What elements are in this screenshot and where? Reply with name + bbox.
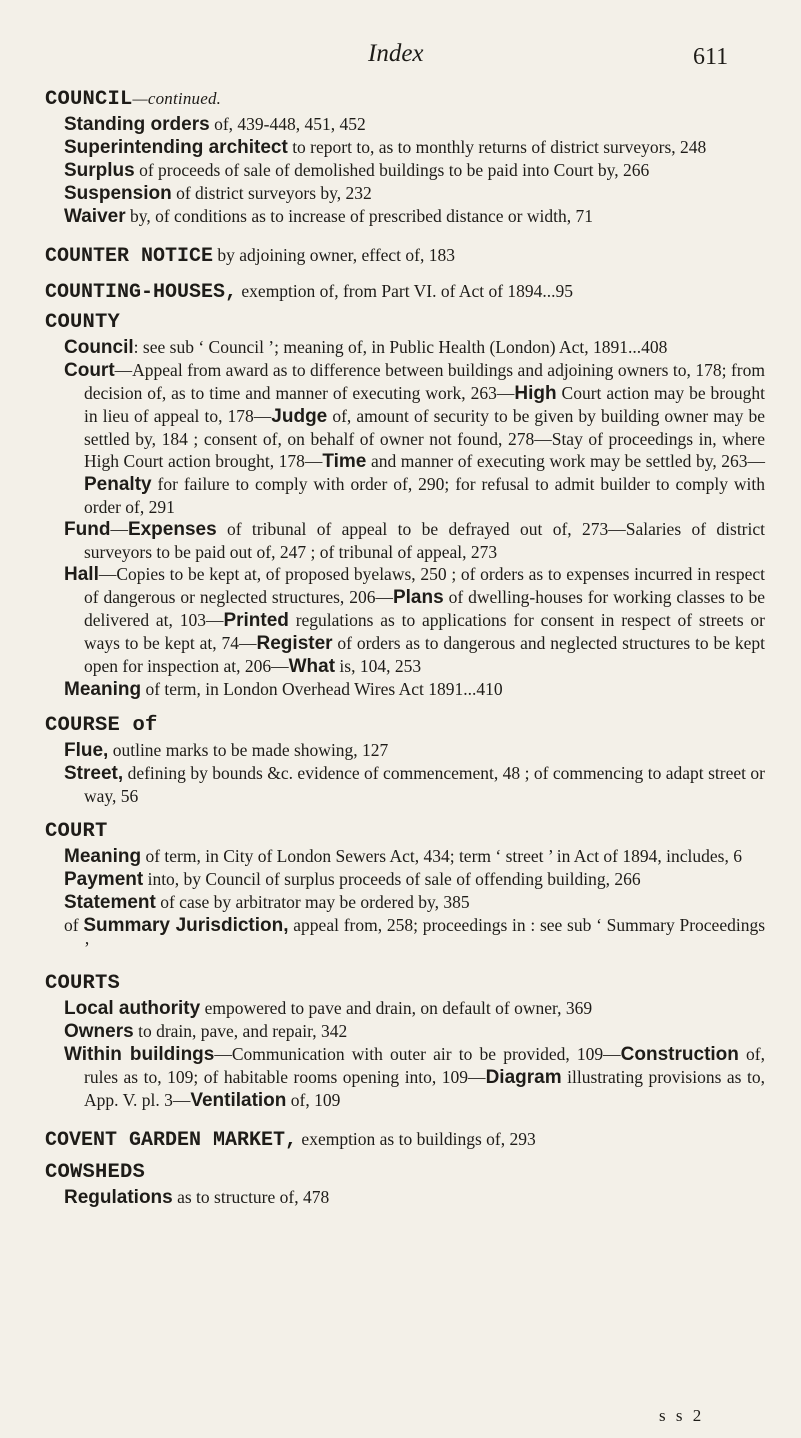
entry-county xyxy=(45,310,765,701)
subentry-text: for failure to comply with order of, 290; for refusal to admit builder to comply with order of, 291 xyxy=(84,474,765,517)
subentry-hall xyxy=(64,563,765,678)
subentry-keyword: Suspension xyxy=(64,183,172,204)
subentry-text: empowered to pave and drain, on default of owner, 369 xyxy=(200,998,593,1018)
subentry-keyword: Statement xyxy=(64,892,156,913)
heading-text: COUNTER NOTICE xyxy=(45,245,214,268)
subentry-text: of case by arbitrator may be ordered by, 385 xyxy=(155,892,470,912)
heading-text: COUNCIL xyxy=(45,88,133,111)
subentry-within-buildings xyxy=(64,1043,765,1112)
subentry-text: outline marks to be made showing, 127 xyxy=(108,740,389,760)
heading-course-of: COURSE of xyxy=(45,714,158,737)
subentry-fund xyxy=(64,518,765,563)
subentry-court xyxy=(64,359,765,518)
subentry-meaning xyxy=(64,678,765,701)
subentry-keyword: Court xyxy=(64,360,115,381)
subentry xyxy=(64,113,765,136)
subentry-text: of, rules as to, 109; of habitable rooms opening into, 109— xyxy=(84,1044,765,1087)
subentry-text: illustrating provisions as to, App. V. pl. 3— xyxy=(84,1067,765,1110)
subentry-text: —Communication with outer air to be provided, 109— xyxy=(214,1044,621,1064)
subentry xyxy=(64,182,765,205)
subentry-keyword: Expenses xyxy=(127,519,217,540)
subentry-text: regulations as to applications for consent in respect of streets or ways to be kept at, 74— xyxy=(84,610,766,653)
subentry-text: as to structure of, 478 xyxy=(172,1187,330,1207)
subentry xyxy=(64,914,765,959)
heading-court: COURT xyxy=(45,820,108,843)
subentry-text: appeal from, 258; proceedings in : see sub ‘ Summary Proceedings ’ xyxy=(84,915,766,958)
subentry-text: —Copies to be kept at, of proposed byelaws, 250 ; of orders as to expenses incurred in respect of dangerous or neglected structures, 206— xyxy=(84,564,765,607)
subentry-owners xyxy=(64,1020,765,1043)
subentry-keyword: Summary Jurisdiction, xyxy=(83,915,289,936)
subentry-keyword: Local authority xyxy=(64,998,201,1019)
subentry-text: of, amount of security to be given by building owner may be settled by, 184 ; consent of, on behalf of owner not found, 278—Stay of proceedings in, where High Court action brought, 178— xyxy=(84,406,765,471)
subentry-text: of orders as to dangerous and neglected structures to be kept open for inspection at, 206— xyxy=(84,633,765,676)
subentry xyxy=(64,159,765,182)
heading-text: COVENT GARDEN MARKET, xyxy=(45,1129,298,1152)
subentry-text: : see sub ‘ Council ’; meaning of, in Public Health (London) Act, 1891...408 xyxy=(133,337,668,357)
subentry-text: to report to, as to monthly returns of district surveyors, 248 xyxy=(287,137,707,157)
subentry-keyword: Owners xyxy=(64,1021,134,1042)
page-number: 611 xyxy=(693,44,729,70)
heading-county: COUNTY xyxy=(45,311,121,334)
running-head xyxy=(0,40,801,80)
subentry-text: of proceeds of sale of demolished buildings to be paid into Court by, 266 xyxy=(134,160,650,180)
subentry-text: —Appeal from award as to difference between buildings and adjoining owners to, 178; from decision of, as to time and manner of executing work, 263— xyxy=(84,360,765,403)
subentry-keyword: Construction xyxy=(620,1044,739,1065)
subentry-council xyxy=(64,336,765,359)
subentry-keyword: Meaning xyxy=(64,679,142,700)
subentry-keyword: Payment xyxy=(64,869,144,890)
index-body xyxy=(45,86,765,1209)
heading-council xyxy=(45,86,765,113)
subentry-keyword: Diagram xyxy=(485,1067,562,1088)
subentry-keyword: What xyxy=(288,656,336,677)
subentry-keyword: Standing orders xyxy=(64,114,210,135)
entry-course-of xyxy=(45,713,765,807)
subentry-text: — xyxy=(110,519,128,539)
subentry-keyword: Penalty xyxy=(84,474,152,495)
subentry-keyword: Plans xyxy=(392,587,444,608)
subentry-regulations xyxy=(64,1186,765,1209)
entry-council xyxy=(45,86,765,228)
subentry-text: Court action may be brought in lieu of appeal to, 178— xyxy=(84,383,765,426)
subentry-keyword: Council xyxy=(64,337,134,358)
continued-label: —continued. xyxy=(132,89,222,108)
entry-text: exemption as to buildings of, 293 xyxy=(297,1129,536,1149)
subentry-text: of term, in City of London Sewers Act, 434; term ‘ street ’ in Act of 1894, includes, 6 xyxy=(141,846,742,866)
subentry-text: of dwelling-houses for working classes to be delivered at, 103— xyxy=(84,587,766,630)
subentry-keyword: Time xyxy=(322,451,367,472)
subentry xyxy=(64,868,765,891)
subentry-keyword: Printed xyxy=(223,610,289,631)
subentry-text: of district surveyors by, 232 xyxy=(171,183,372,203)
subentry-text: by, of conditions as to increase of prescribed distance or width, 71 xyxy=(125,206,593,226)
subentry xyxy=(64,845,765,868)
subentry-text: of tribunal of appeal to be defrayed out of, 273—Salaries of district surveyors to be paid out of, 247 ; of tribunal of appeal, 273 xyxy=(84,519,765,562)
entry-counting-houses xyxy=(45,278,765,306)
subentry xyxy=(64,205,765,228)
heading-cowsheds: COWSHEDS xyxy=(45,1161,146,1184)
subentry-keyword: Street, xyxy=(64,763,124,784)
subentry-text: of, 109 xyxy=(286,1090,341,1110)
subentry xyxy=(64,891,765,914)
entry-text: by adjoining owner, effect of, 183 xyxy=(213,245,455,265)
subentry-text: into, by Council of surplus proceeds of sale of offending building, 266 xyxy=(143,869,641,889)
heading-text: COUNTING-HOUSES, xyxy=(45,281,238,304)
subentry-keyword: Superintending architect xyxy=(64,137,288,158)
subentry-local-authority xyxy=(64,997,765,1020)
subentry-keyword: Judge xyxy=(271,406,328,427)
subentry-text: of term, in London Overhead Wires Act 1891...410 xyxy=(141,679,503,699)
subentry-prefix: of xyxy=(64,915,84,935)
heading-courts: COURTS xyxy=(45,972,121,995)
subentry-keyword: Register xyxy=(256,633,333,654)
running-title: Index xyxy=(368,40,424,67)
subentry-text: is, 104, 253 xyxy=(335,656,422,676)
subentry-text: defining by bounds &c. evidence of commencement, 48 ; of commencing to adapt street or way, 56 xyxy=(84,763,765,806)
subentry-keyword: Regulations xyxy=(64,1187,173,1208)
subentry-text: to drain, pave, and repair, 342 xyxy=(133,1021,348,1041)
subentry-keyword: Surplus xyxy=(64,160,135,181)
subentry-keyword: Fund xyxy=(64,519,111,540)
subentry-text: of, 439-448, 451, 452 xyxy=(209,114,366,134)
subentry xyxy=(64,136,765,159)
entry-courts xyxy=(45,971,765,1112)
subentry xyxy=(64,739,765,762)
subentry-keyword: Flue, xyxy=(64,740,109,761)
entry-counter-notice xyxy=(45,242,765,270)
entry-court xyxy=(45,819,765,959)
entry-text: exemption of, from Part VI. of Act of 1894...95 xyxy=(237,281,574,301)
subentry-keyword: Hall xyxy=(64,564,99,585)
subentry-text: and manner of executing work may be settled by, 263— xyxy=(366,451,765,471)
subentry-keyword: Meaning xyxy=(64,846,142,867)
subentry-keyword: Waiver xyxy=(64,206,126,227)
subentry-keyword: High xyxy=(514,383,557,404)
subentry-keyword: Within buildings xyxy=(64,1044,215,1065)
entry-covent-garden-market xyxy=(45,1126,765,1154)
entry-cowsheds xyxy=(45,1160,765,1209)
subentry-keyword: Ventilation xyxy=(190,1090,287,1111)
subentry xyxy=(64,762,765,807)
signature-mark: s s 2 xyxy=(659,1406,705,1425)
